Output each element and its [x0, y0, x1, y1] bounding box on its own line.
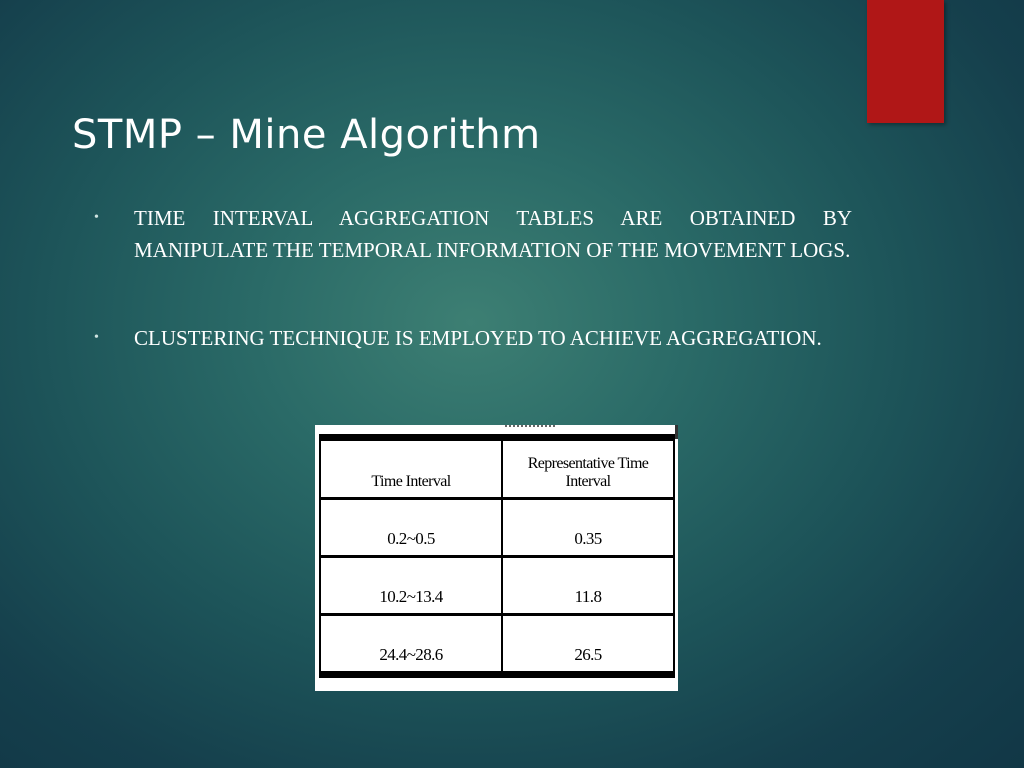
bullet-dot-icon: •: [94, 210, 99, 225]
bullet-item: [94, 322, 852, 354]
table-cell-interval: 10.2~13.4: [320, 557, 502, 615]
table-cell-interval: 0.2~0.5: [320, 499, 502, 557]
table-row: [320, 615, 674, 675]
table-row: [320, 499, 674, 557]
cropped-artifact: [505, 425, 555, 433]
slide-title: STMP – Mine Algorithm: [72, 112, 541, 158]
column-header-time-interval: Time Interval: [320, 438, 502, 499]
bullet-list: [94, 202, 852, 354]
time-interval-table: [319, 434, 675, 678]
table-cell-representative: 11.8: [502, 557, 674, 615]
table-cell-interval: 24.4~28.6: [320, 615, 502, 675]
column-header-representative-time-interval: Representative Time Interval: [502, 438, 674, 499]
bullet-text: TIME INTERVAL AGGREGATION TABLES ARE OBTAINED BY MANIPULATE THE TEMPORAL INFORMATION OF THE MOVEMENT LOGS.: [134, 206, 852, 262]
bullet-item: [94, 202, 852, 266]
table-header-row: [320, 438, 674, 499]
table-cell-representative: 26.5: [502, 615, 674, 675]
table-row: [320, 557, 674, 615]
cropped-artifact: [675, 425, 678, 439]
bullet-dot-icon: •: [94, 330, 99, 345]
table-image: [315, 425, 678, 691]
bullet-text: CLUSTERING TECHNIQUE IS EMPLOYED TO ACHIEVE AGGREGATION.: [134, 326, 822, 350]
table-cell-representative: 0.35: [502, 499, 674, 557]
accent-bar: [867, 0, 944, 123]
